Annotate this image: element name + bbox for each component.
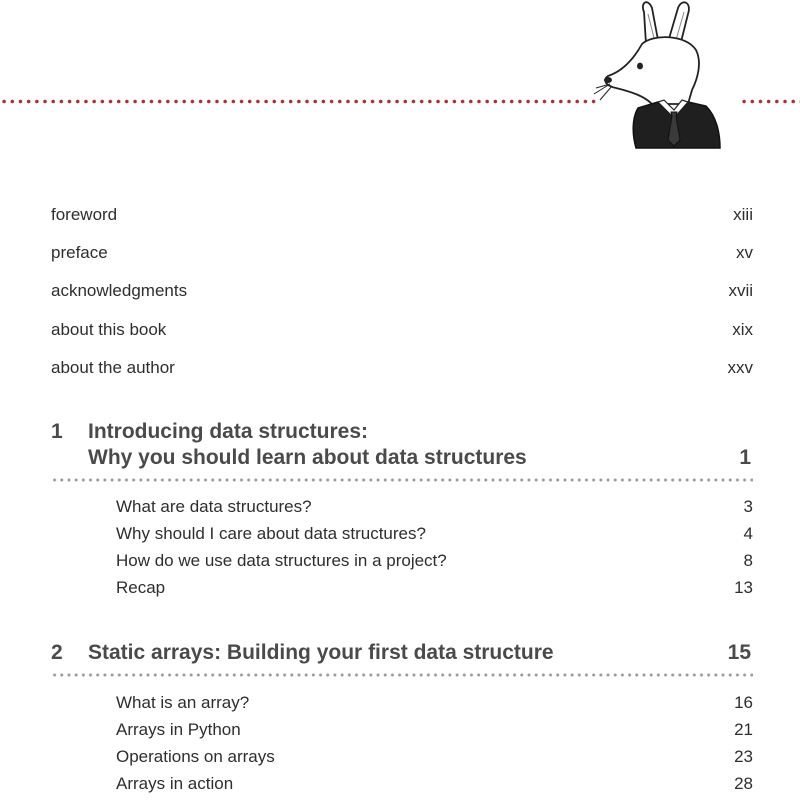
toc-section-label: How do we use data structures in a project? [116, 551, 447, 570]
chapter-2-dotted-rule [51, 673, 753, 677]
chapter-title-line-1: Introducing data structures: [88, 420, 369, 443]
toc-section-2-1[interactable] [116, 692, 753, 714]
toc-entry-label: about this book [51, 320, 167, 339]
toc-entry-label: preface [51, 243, 108, 262]
toc-entry-preface[interactable] [51, 241, 753, 265]
toc-entry-page: xix [732, 320, 753, 339]
toc-section-label: Operations on arrays [116, 747, 275, 766]
toc-section-label: Arrays in Python [116, 720, 241, 739]
toc-section-page: 13 [734, 578, 753, 597]
toc-section-page: 4 [743, 524, 753, 543]
toc-section-label: Recap [116, 578, 166, 597]
toc-entry-label: about the author [51, 358, 175, 377]
toc-entry-foreword[interactable] [51, 203, 753, 227]
chapter-title-line-2: Why you should learn about data structures [88, 446, 527, 469]
chapter-page: 15 [727, 641, 751, 664]
toc-entry-page: xxv [727, 358, 753, 377]
chapter-number: 2 [51, 641, 63, 664]
header-dotted-rule-right [740, 99, 800, 104]
toc-entry-label: acknowledgments [51, 281, 188, 300]
header-dotted-rule-left [0, 99, 596, 104]
toc-section-label: Arrays in action [116, 774, 234, 793]
toc-section-page: 21 [734, 720, 753, 739]
toc-entry-page: xvii [728, 281, 753, 300]
toc-section-2-3[interactable] [116, 746, 753, 768]
toc-entry-page: xiii [733, 205, 753, 224]
toc-section-2-4[interactable] [116, 773, 753, 795]
chapter-number: 1 [51, 420, 63, 443]
toc-entry-page: xv [736, 243, 753, 262]
toc-section-page: 3 [743, 497, 753, 516]
toc-entry-about-the-author[interactable] [51, 356, 753, 380]
chapter-page: 1 [739, 446, 751, 469]
toc-entry-label: foreword [51, 205, 118, 224]
toc-section-page: 8 [743, 551, 753, 570]
toc-section-page: 16 [734, 693, 753, 712]
toc-section-page: 23 [734, 747, 753, 766]
toc-section-2-2[interactable] [116, 719, 753, 741]
rabbit-mascot-illustration [592, 0, 722, 150]
toc-section-1-2[interactable] [116, 523, 753, 545]
toc-section-1-1[interactable] [116, 496, 753, 518]
chapter-1-dotted-rule [51, 478, 753, 482]
chapter-title-line-1: Static arrays: Building your first data structure [88, 641, 554, 664]
toc-section-label: What is an array? [116, 693, 250, 712]
toc-section-label: What are data structures? [116, 497, 312, 516]
toc-section-1-3[interactable] [116, 550, 753, 572]
toc-section-label: Why should I care about data structures? [116, 524, 426, 543]
toc-section-1-4[interactable] [116, 577, 753, 599]
toc-section-page: 28 [734, 774, 753, 793]
toc-entry-about-this-book[interactable] [51, 318, 753, 342]
toc-entry-acknowledgments[interactable] [51, 279, 753, 303]
